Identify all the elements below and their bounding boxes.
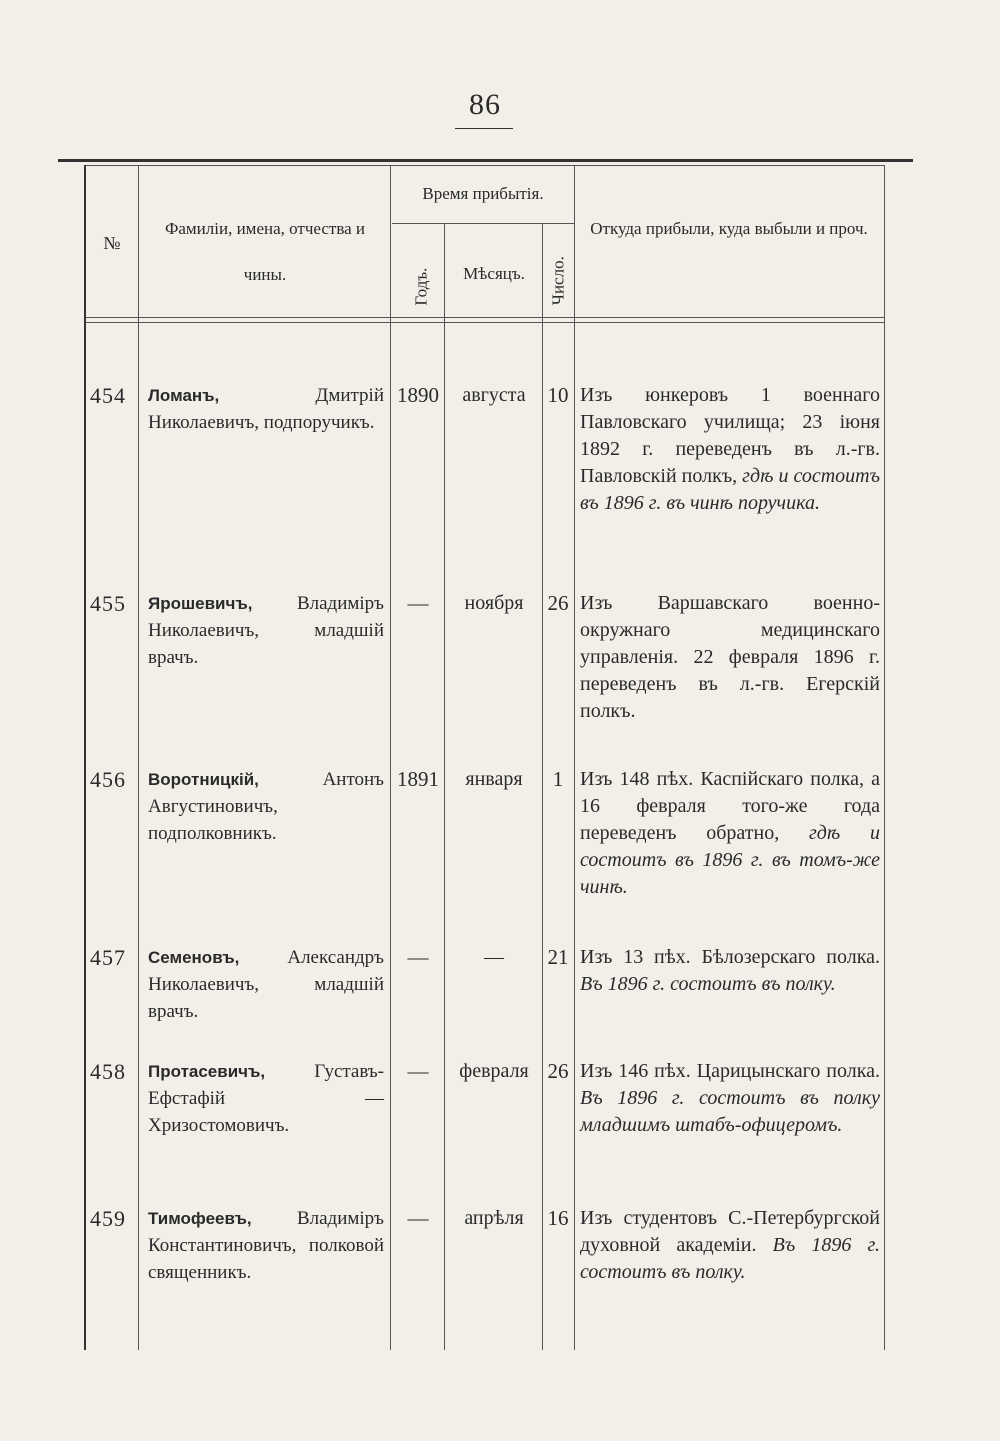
name-rest: Густавъ-Ефстафiй — Хризостомовичъ.	[148, 1061, 384, 1136]
table-right-border	[884, 165, 885, 1350]
whence-text: Изъ 148 пѣх. Каспiйскаго полка, а 16 февраля того-же года переведенъ обратно,	[580, 768, 880, 844]
name-rest: Антонъ Августиновичъ, подполковникъ.	[148, 769, 384, 844]
whence-text: Изъ студентовъ С.-Петербургской духовной академiи.	[580, 1207, 880, 1256]
whence-italic: Въ 1896 г. состоитъ въ полку младшимъ штабъ-офицеромъ.	[580, 1087, 880, 1136]
row-number: 454	[90, 383, 126, 408]
arrival-day: 10	[547, 383, 569, 407]
header-year: Годъ.	[411, 267, 431, 306]
arrival-month: апрѣля	[464, 1207, 524, 1229]
whence-note	[580, 1205, 880, 1286]
arrival-day: 26	[547, 1059, 569, 1083]
header-bottom-rule-2	[84, 322, 884, 323]
arrival-year: —	[407, 1059, 429, 1083]
header-day: Число.	[548, 256, 568, 306]
arrival-subheader-rule	[392, 223, 574, 224]
whence-text: Изъ юнкеровъ 1 военнаго Павловскаго училища; 23 iюня 1892 г. переведенъ въ л.-гв. Павловскiй полкъ,	[580, 384, 880, 487]
person-name	[148, 1205, 384, 1286]
whence-text: Изъ Варшавскаго военно-окружнаго медицинскаго управленiя. 22 февраля 1896 г. переведенъ въ л.-гв. Егерскiй полкъ.	[580, 592, 880, 722]
table-top-rule-thin	[84, 165, 884, 166]
surname: Ломанъ,	[148, 386, 220, 405]
whence-note	[580, 944, 880, 998]
row-number: 456	[90, 767, 126, 792]
arrival-month: августа	[462, 384, 526, 406]
whence-note	[580, 382, 880, 517]
row-number: 459	[90, 1206, 126, 1231]
person-name	[148, 944, 384, 1025]
whence-italic: Въ 1896 г. состоитъ въ полку.	[580, 1234, 881, 1283]
surname: Ярошевичъ,	[148, 594, 253, 613]
header-bottom-rule	[84, 317, 884, 318]
whence-note	[580, 766, 880, 901]
header-num: №	[103, 233, 121, 253]
arrival-day: 1	[552, 767, 564, 791]
person-name	[148, 766, 384, 847]
whence-note	[580, 1058, 880, 1139]
arrival-day: 21	[547, 945, 569, 969]
surname: Воротницкiй,	[148, 770, 259, 789]
arrival-year: 1890	[397, 383, 439, 407]
arrival-year: —	[407, 1206, 429, 1230]
whence-italic: гдѣ и состоитъ въ 1896 г. въ чинѣ поручика.	[580, 465, 880, 514]
arrival-day: 26	[547, 591, 569, 615]
person-name	[148, 1058, 384, 1139]
table-top-rule	[58, 159, 913, 162]
column-divider-name	[390, 165, 391, 1350]
arrival-year: 1891	[397, 767, 439, 791]
whence-note	[580, 590, 880, 725]
header-names: Фамилiи, имена, отчества и чины.	[164, 219, 366, 284]
column-divider-num	[138, 165, 139, 1350]
name-rest: Владимiръ Николаевичъ, младшiй врачъ.	[148, 593, 384, 668]
page-number: 86	[469, 88, 501, 121]
row-number: 455	[90, 591, 126, 616]
surname: Протасевичъ,	[148, 1062, 266, 1081]
arrival-day: 16	[547, 1206, 569, 1230]
surname: Тимофеевъ,	[148, 1209, 252, 1228]
arrival-month: февраля	[459, 1060, 529, 1082]
column-divider-day	[574, 165, 575, 1350]
name-rest: Владимiръ Константиновичъ, полковой священникъ.	[148, 1208, 384, 1283]
person-name	[148, 590, 384, 671]
arrival-year: —	[407, 591, 429, 615]
header-whence: Откуда прибыли, куда выбыли и проч.	[590, 219, 868, 238]
arrival-month: —	[484, 946, 504, 968]
header-arrival-time: Время прибытiя.	[422, 184, 544, 203]
surname: Семеновъ,	[148, 948, 240, 967]
whence-italic: гдѣ и состоитъ въ 1896 г. въ томъ-же чинѣ.	[580, 822, 880, 898]
whence-text: Изъ 146 пѣх. Царицынскаго полка.	[580, 1060, 880, 1082]
whence-text: Изъ 13 пѣх. Бѣлозерскаго полка.	[580, 946, 880, 968]
header-month: Мѣсяцъ.	[463, 264, 525, 283]
whence-italic: Въ 1896 г. состоитъ въ полку.	[580, 973, 836, 995]
row-number: 457	[90, 945, 126, 970]
table-left-border	[84, 165, 86, 1350]
page-number-underline	[455, 128, 513, 129]
arrival-month: ноября	[464, 592, 524, 614]
person-name	[148, 382, 384, 436]
row-number: 458	[90, 1059, 126, 1084]
name-rest: Александръ Николаевичъ, младшiй врачъ.	[148, 947, 384, 1022]
name-rest: Дмитрiй Николаевичъ, подпоручикъ.	[148, 385, 384, 433]
arrival-month: января	[465, 768, 523, 790]
arrival-year: —	[407, 945, 429, 969]
